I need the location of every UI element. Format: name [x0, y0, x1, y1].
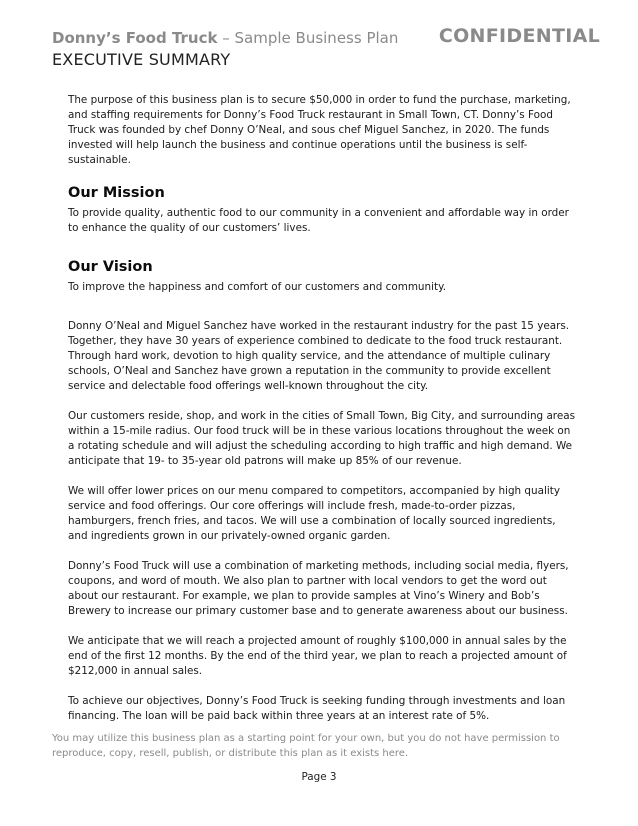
body-paragraph-marketing: Donny’s Food Truck will use a combination of marketing methods, including social media, flyers, coupons, and word of mouth. We also plan to partner with local vendors to get the word out about our restaurant. For example, we plan to provide samples at Vino’s Winery and Bob’s Brewery to increase our primary customer base and to generate awareness about our business. — [68, 560, 569, 617]
mission-text: To provide quality, authentic food to our community in a convenient and affordable way in order to enhance the quality of our customers’ lives. — [68, 207, 569, 234]
page-number: Page 3 — [301, 771, 337, 783]
page-header — [52, 25, 600, 70]
footer-disclaimer: You may utilize this business plan as a starting point for your own, but you do not have permission to reproduce, copy, resell, publish, or distribute this plan as it exists here. — [52, 733, 560, 759]
body-paragraph-funding: To achieve our objectives, Donny’s Food Truck is seeking funding through investments and loan financing. The loan will be paid back within three years at an interest rate of 5%. — [68, 695, 566, 722]
body-paragraph-founders: Donny O’Neal and Miguel Sanchez have worked in the restaurant industry for the past 15 years. Together, they have 30 years of experience combined to dedicate to the food truck restaurant. Through hard work, devotion to high quality service, and the attendance of multiple culinary schools, O’Neal and Sanchez have grown a reputation in the community to provide excellent service and delectable food offerings well-known throughout the city. — [68, 320, 570, 392]
mission-title: Our Mission — [68, 185, 165, 201]
header-subtitle: – Sample Business Plan — [217, 29, 399, 47]
section-heading: EXECUTIVE SUMMARY — [52, 50, 231, 69]
body-paragraph-offerings: We will offer lower prices on our menu compared to competitors, accompanied by high quality service and food offerings. Our core offerings will include fresh, made-to-order pizzas, hamburgers, french fries, and tacos. We will use a combination of locally sourced ingredients, and ingredients grown in our privately-owned organic garden. — [68, 485, 560, 542]
document-body — [68, 93, 578, 739]
confidential-label: CONFIDENTIAL — [438, 25, 600, 47]
vision-title: Our Vision — [68, 259, 153, 275]
body-paragraph-customers: Our customers reside, shop, and work in the cities of Small Town, Big City, and surrounding areas within a 15-mile radius. Our food truck will be in these various locations throughout the week on a rotating schedule and will adjust the scheduling according to high traffic and high demand. We anticipate that 19- to 35-year old patrons will make up 85% of our revenue. — [68, 410, 576, 467]
header-title-line — [52, 25, 600, 50]
brand-name: Donny’s Food Truck — [52, 29, 218, 47]
body-paragraph-projections: We anticipate that we will reach a projected amount of roughly $100,000 in annual sales by the end of the first 12 months. By the end of the third year, we plan to reach a projected amount of $212,000 in annual sales. — [68, 635, 567, 677]
vision-text: To improve the happiness and comfort of our customers and community. — [68, 281, 447, 293]
intro-paragraph: The purpose of this business plan is to secure $50,000 in order to fund the purchase, marketing, and staffing requirements for Donny’s Food Truck restaurant in Small Town, CT. Donny’s Food Truck was founded by chef Donny O’Neal, and sous chef Miguel Sanchez, in 2020. The funds invested will help launch the business and continue operations until the business is self-sustainable. — [68, 94, 571, 166]
